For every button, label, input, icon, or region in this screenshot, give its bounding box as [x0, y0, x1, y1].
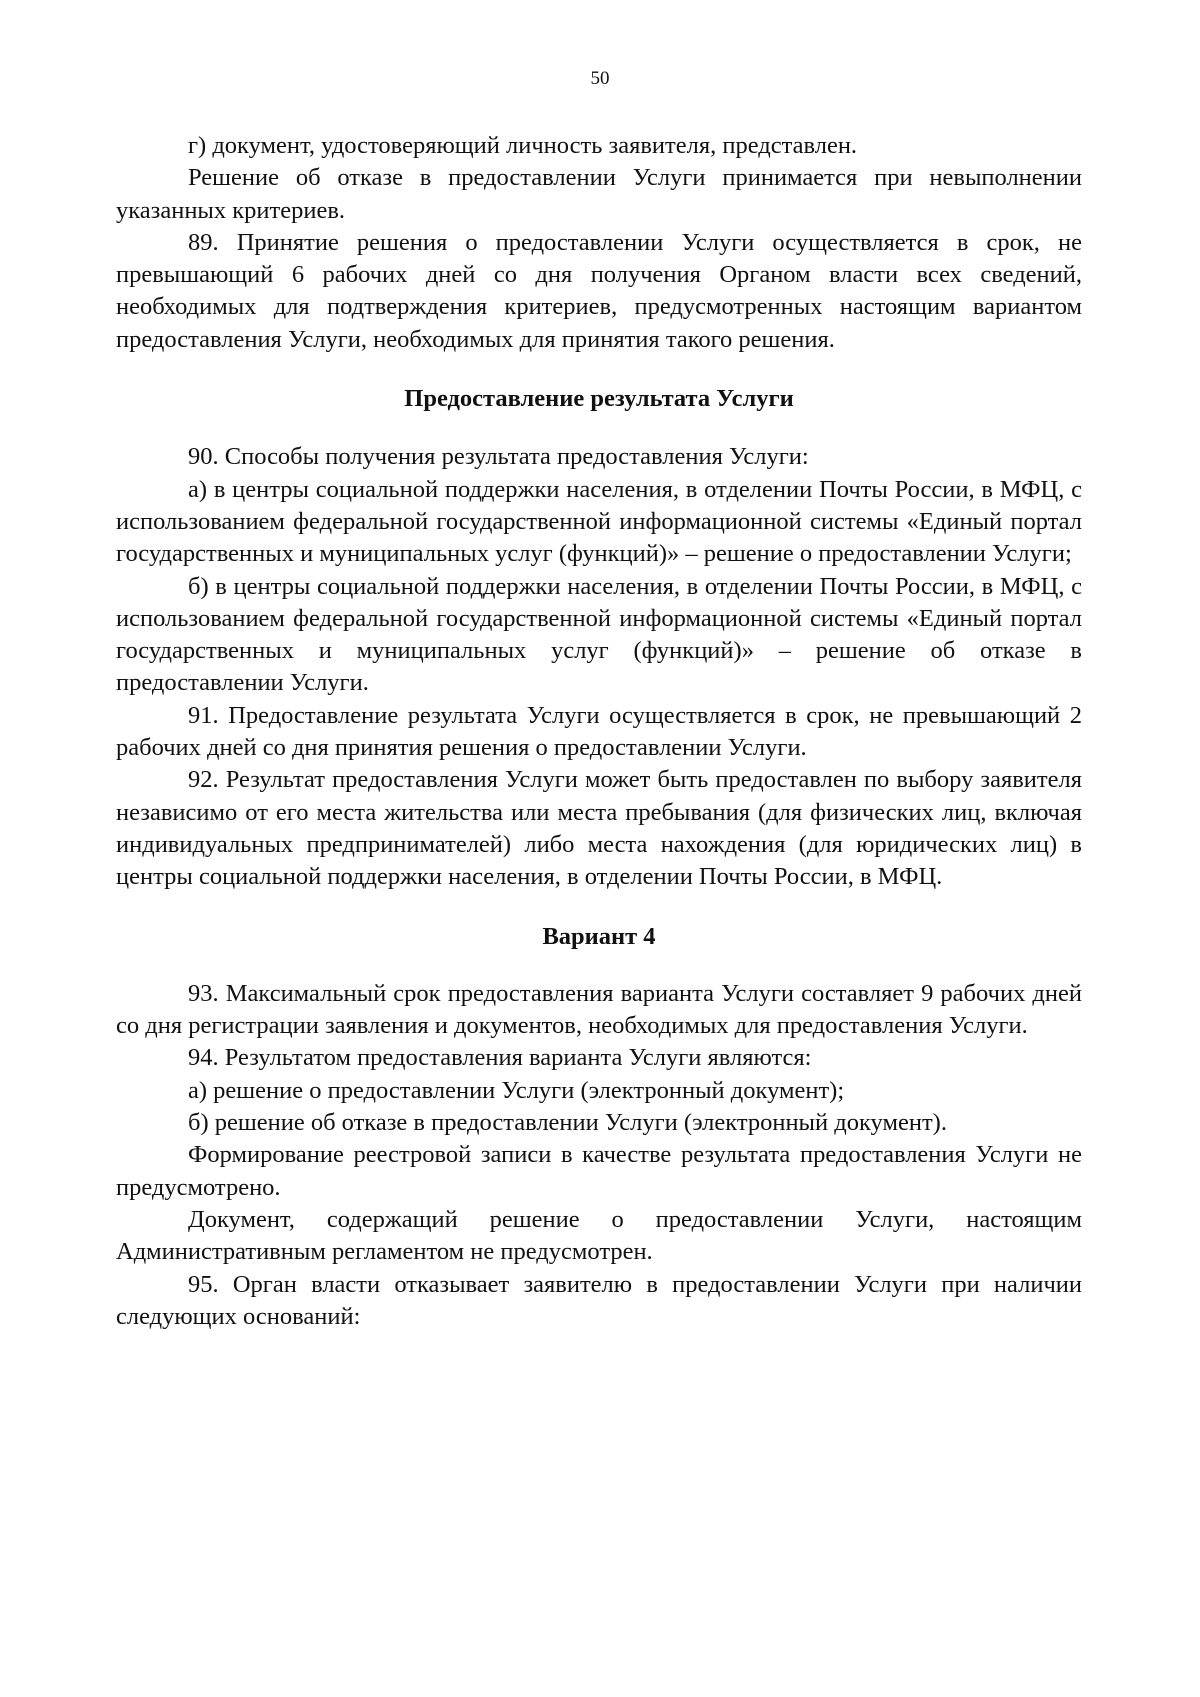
paragraph-92: 92. Результат предоставления Услуги может быть предоставлен по выбору заявителя независимо от его места жительства или места пребывания (для физических лиц, включая индивидуальных предпринимателей) либо места нахождения (для юридических лиц) в центры социальной поддержки населения, в отделении Почты России, в МФЦ.	[116, 766, 1082, 891]
paragraph-item-g: г) документ, удостоверяющий личность заявителя, представлен.	[188, 132, 858, 159]
paragraph-90-a: а) в центры социальной поддержки населения, в отделении Почты России, в МФЦ, с использованием федеральной государственной информационной системы «Единый портал государственных и муниципальных услуг (функций)» – решение о предоставлении Услуги;	[116, 475, 1082, 568]
document-body	[116, 130, 1082, 1333]
paragraph-89: 89. Принятие решения о предоставлении Услуги осуществляется в срок, не превышающий 6 рабочих дней со дня получения Органом власти всех сведений, необходимых для подтверждения критериев, предусмотренных настоящим вариантом предоставления Услуги, необходимых для принятия такого решения.	[116, 228, 1082, 353]
section-heading-result: Предоставление результата Услуги	[404, 385, 794, 413]
paragraph-refusal-note: Решение об отказе в предоставлении Услуги принимается при невыполнении указанных критериев.	[116, 164, 1082, 224]
paragraph-decision-document: Документ, содержащий решение о предоставлении Услуги, настоящим Административным регламентом не предусмотрен.	[116, 1205, 1082, 1266]
paragraph-94: 94. Результатом предоставления варианта Услуги являются:	[188, 1044, 812, 1072]
section-heading-variant-4: Вариант 4	[542, 922, 656, 950]
paragraph-95: 95. Орган власти отказывает заявителю в предоставлении Услуги при наличии следующих оснований:	[116, 1270, 1082, 1330]
paragraph-90-b: б) в центры социальной поддержки населения, в отделении Почты России, в МФЦ, с использованием федеральной государственной информационной системы «Единый портал государственных и муниципальных услуг (функций)» – решение об отказе в предоставлении Услуги.	[116, 572, 1082, 697]
paragraph-93: 93. Максимальный срок предоставления варианта Услуги составляет 9 рабочих дней со дня регистрации заявления и документов, необходимых для предоставления Услуги.	[116, 979, 1082, 1040]
paragraph-94-a: а) решение о предоставлении Услуги (электронный документ);	[188, 1076, 845, 1104]
page-number: 50	[590, 68, 610, 89]
paragraph-90: 90. Способы получения результата предоставления Услуги:	[188, 443, 809, 471]
paragraph-94-b: б) решение об отказе в предоставлении Услуги (электронный документ).	[188, 1109, 947, 1137]
paragraph-registry-record: Формирование реестровой записи в качестве результата предоставления Услуги не предусмотрено.	[116, 1141, 1082, 1201]
paragraph-91: 91. Предоставление результата Услуги осуществляется в срок, не превышающий 2 рабочих дней со дня принятия решения о предоставлении Услуги.	[116, 701, 1082, 762]
